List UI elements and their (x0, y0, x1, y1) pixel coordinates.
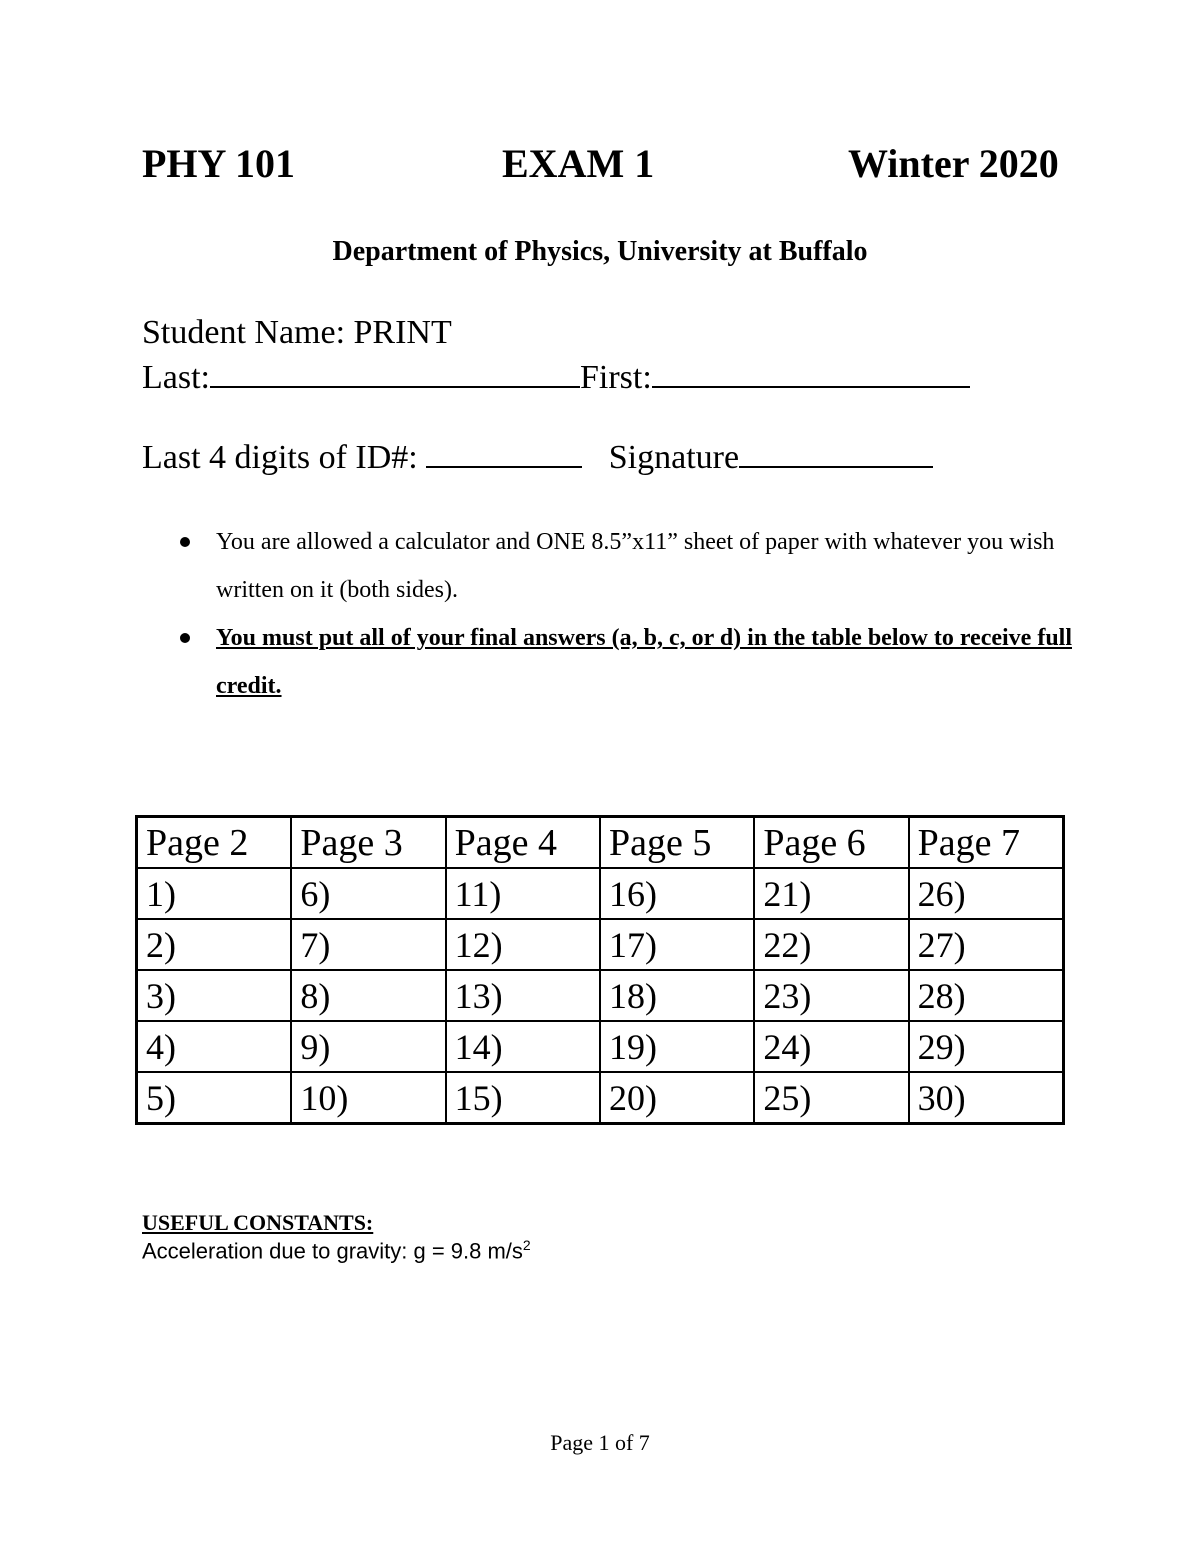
page-footer (0, 1430, 1200, 1456)
table-row (137, 919, 1064, 970)
answer-cell[interactable]: 15) (446, 1072, 600, 1124)
header-cell: Page 4 (446, 817, 600, 869)
first-name-field[interactable] (652, 356, 970, 388)
course-title: PHY 101 (142, 141, 295, 186)
header-cell: Page 3 (291, 817, 445, 869)
page-total: 7 (638, 1430, 650, 1455)
answer-cell[interactable]: 14) (446, 1021, 600, 1072)
answer-cell[interactable]: 19) (600, 1021, 754, 1072)
answer-cell[interactable]: 16) (600, 868, 754, 919)
answer-cell[interactable]: 13) (446, 970, 600, 1021)
bullet-icon (180, 633, 190, 643)
answer-cell[interactable]: 1) (137, 868, 292, 919)
instruction-item: You are allowed a calculator and ONE 8.5”x11” sheet of paper with whatever you wish written on it (both sides). (180, 518, 1080, 614)
table-row (137, 1021, 1064, 1072)
answer-cell[interactable]: 9) (291, 1021, 445, 1072)
answer-cell[interactable]: 27) (909, 919, 1064, 970)
answer-cell[interactable]: 5) (137, 1072, 292, 1124)
id-row (142, 436, 933, 477)
answer-cell[interactable]: 28) (909, 970, 1064, 1021)
answer-table (135, 815, 1065, 1125)
first-name-label: First: (579, 359, 652, 396)
answer-cell[interactable]: 12) (446, 919, 600, 970)
answer-cell[interactable]: 8) (291, 970, 445, 1021)
answer-cell[interactable]: 30) (909, 1072, 1064, 1124)
gravity-constant (142, 1237, 531, 1264)
answer-cell[interactable]: 17) (600, 919, 754, 970)
answer-cell[interactable]: 22) (754, 919, 908, 970)
header-cell: Page 6 (754, 817, 908, 869)
header-cell: Page 7 (909, 817, 1064, 869)
gravity-exponent: 2 (522, 1237, 531, 1253)
gravity-text: Acceleration due to gravity: g = 9.8 m/s (142, 1238, 523, 1264)
answer-cell[interactable]: 6) (291, 868, 445, 919)
page-prefix: Page (550, 1430, 599, 1455)
answer-cell[interactable]: 11) (446, 868, 600, 919)
id-field[interactable] (426, 436, 582, 468)
answer-cell[interactable]: 21) (754, 868, 908, 919)
answer-cell[interactable]: 26) (909, 868, 1064, 919)
student-name-label: Student Name: PRINT (142, 314, 452, 351)
name-row (142, 356, 970, 397)
header-cell: Page 2 (137, 817, 292, 869)
answer-cell[interactable]: 24) (754, 1021, 908, 1072)
answer-cell[interactable]: 10) (291, 1072, 445, 1124)
answer-table-header-row (137, 817, 1064, 869)
signature-field[interactable] (739, 436, 933, 468)
last-name-field[interactable] (210, 356, 580, 388)
department-heading: Department of Physics, University at Buffalo (332, 236, 868, 267)
constants-title: USEFUL CONSTANTS: (142, 1210, 374, 1235)
answer-cell[interactable]: 7) (291, 919, 445, 970)
answer-cell[interactable]: 23) (754, 970, 908, 1021)
exam-title: EXAM 1 (502, 141, 655, 186)
last-name-label: Last: (142, 359, 210, 396)
answer-cell[interactable]: 25) (754, 1072, 908, 1124)
answer-cell[interactable]: 3) (137, 970, 292, 1021)
instructions-list (180, 518, 1080, 710)
term-title: Winter 2020 (848, 141, 1059, 186)
answer-cell[interactable]: 4) (137, 1021, 292, 1072)
table-row (137, 1072, 1064, 1124)
answer-cell[interactable]: 18) (600, 970, 754, 1021)
bullet-icon (180, 537, 190, 547)
answer-cell[interactable]: 2) (137, 919, 292, 970)
page-current: 1 (598, 1430, 610, 1455)
answer-cell[interactable]: 29) (909, 1021, 1064, 1072)
page-mid: of (609, 1430, 639, 1455)
instruction-item-important: You must put all of your final answers (a, b, c, or d) in the table below to receive full credit. (180, 614, 1080, 710)
id-label: Last 4 digits of ID#: (142, 439, 418, 476)
signature-label: Signature (608, 439, 740, 476)
table-row (137, 970, 1064, 1021)
answer-cell[interactable]: 20) (600, 1072, 754, 1124)
header-cell: Page 5 (600, 817, 754, 869)
table-row (137, 868, 1064, 919)
